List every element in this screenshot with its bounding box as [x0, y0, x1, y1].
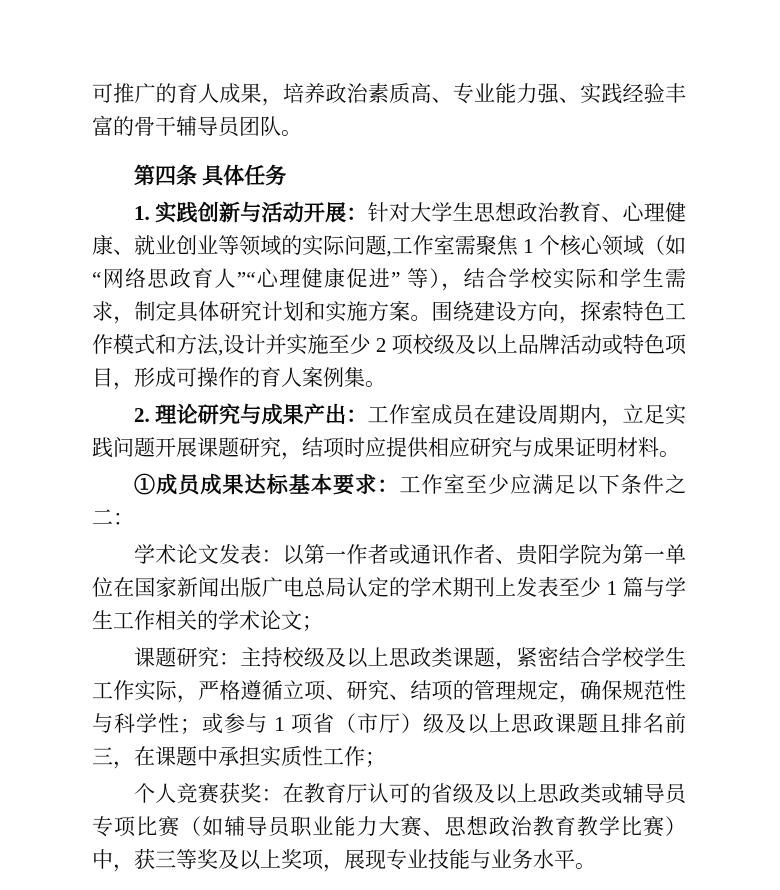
paragraph-continuation [92, 78, 686, 144]
section-heading [92, 160, 686, 193]
paragraph-condition-papers [92, 539, 686, 638]
paragraph-condition-research [92, 642, 686, 774]
paragraph-text: 工作室成员在建设周期内，立足实践问题开展课题研究，结项时应提供相应研究与成果证明材料。 [92, 403, 686, 460]
paragraph-requirement [92, 469, 686, 535]
paragraph-task-2 [92, 399, 686, 465]
paragraph-text: 可推广的育人成果，培养政治素质高、专业能力强、实践经验丰富的骨干辅导员团队。 [92, 82, 686, 139]
heading-text: 第四条 具体任务 [134, 164, 287, 188]
paragraph-text: 个人竞赛获奖：在教育厅认可的省级及以上思政类或辅导员专项比赛（如辅导员职业能力大赛、思想政治教育教学比赛）中，获三等奖及以上奖项，展现专业技能与业务水平。 [92, 782, 686, 872]
paragraph-lead: 2. 理论研究与成果产出： [134, 403, 368, 427]
paragraph-condition-awards [92, 778, 686, 877]
paragraph-text: 学术论文发表：以第一作者或通讯作者、贵阳学院为第一单位在国家新闻出版广电总局认定的学术期刊上发表至少 1 篇与学生工作相关的学术论文； [92, 543, 686, 633]
paragraph-text: 课题研究：主持校级及以上思政类课题，紧密结合学校学生工作实际，严格遵循立项、研究、结项的管理规定，确保规范性与科学性；或参与 1 项省（市厅）级及以上思政课题且排名前三，在课题中承担实质性工作； [92, 646, 686, 769]
paragraph-task-1 [92, 197, 686, 395]
paragraph-text: 针对大学生思想政治教育、心理健康、就业创业等领域的实际问题,工作室需聚焦 1 个核心领域（如“网络思政育人”“心理健康促进” 等），结合学校实际和学生需求，制定具体研究计划和实施方案。围绕建设方向，探索特色工作模式和方法,设计并实施至少 2 项校级及以上品牌活动或特色项目，形成可操作的育人案例集。 [92, 201, 686, 390]
paragraph-text: 工作室至少应满足以下条件之二： [92, 473, 686, 530]
paragraph-lead: 1. 实践创新与活动开展： [134, 201, 368, 225]
paragraph-lead: ①成员成果达标基本要求： [134, 473, 400, 497]
